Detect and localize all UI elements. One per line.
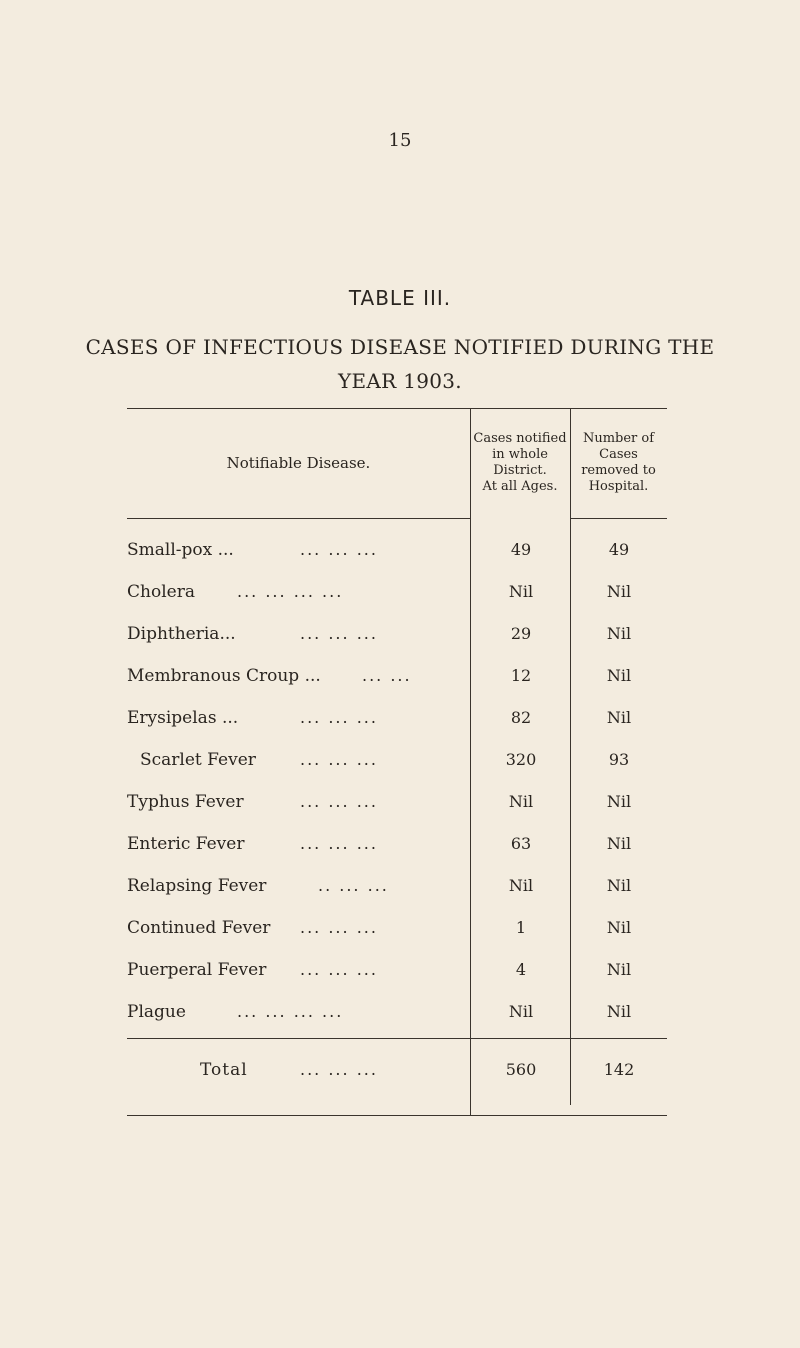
table-row: [0, 708, 800, 738]
cases-notified: Nil: [508, 1002, 534, 1021]
cases-notified: 29: [510, 624, 532, 643]
cases-removed: Nil: [606, 960, 632, 979]
disease-name: Plague: [127, 1002, 186, 1022]
cases-removed: Nil: [606, 666, 632, 685]
cases-removed: Nil: [606, 834, 632, 853]
table-row: [0, 750, 800, 780]
total-removed: 142: [603, 1060, 635, 1079]
notified-header-line: in whole: [492, 447, 548, 462]
disease-name: Cholera: [127, 582, 195, 602]
table-bottom-rule: [127, 1115, 667, 1116]
total-row: [0, 1060, 800, 1090]
removed-column-header: [570, 418, 667, 508]
cases-notified: Nil: [508, 582, 534, 601]
leader-dots: ... ... ...: [300, 834, 378, 853]
disease-name: Scarlet Fever: [140, 750, 256, 770]
removed-header-line: removed to: [581, 463, 656, 478]
leader-dots: ... ... ...: [300, 540, 378, 559]
leader-dots: ... ... ...: [300, 792, 378, 811]
heading-line-2: YEAR 1903.: [338, 369, 462, 393]
removed-header-line: Hospital.: [588, 479, 649, 494]
cases-removed: Nil: [606, 792, 632, 811]
table-row: [0, 960, 800, 990]
cases-notified: 82: [510, 708, 532, 727]
cases-notified: Nil: [508, 876, 534, 895]
disease-name: Puerperal Fever: [127, 960, 267, 980]
leader-dots: ... ... ...: [300, 1060, 378, 1079]
disease-name: Diphtheria...: [127, 624, 236, 644]
notified-header-line: Cases notified: [473, 431, 567, 446]
disease-name: Typhus Fever: [127, 792, 244, 812]
total-label: Total: [200, 1060, 248, 1080]
leader-dots: ... ... ... ...: [237, 1002, 344, 1021]
removed-header-line: Number of: [582, 431, 655, 446]
disease-name: Erysipelas ...: [127, 708, 239, 728]
disease-name: Small-pox ...: [127, 540, 234, 560]
leader-dots: ... ... ...: [300, 960, 378, 979]
table-row: [0, 1002, 800, 1032]
cases-removed: 93: [608, 750, 630, 769]
cases-notified: Nil: [508, 792, 534, 811]
notified-header-line: At all Ages.: [482, 479, 558, 494]
disease-header-text: Notifiable Disease.: [226, 454, 371, 472]
page-number: 15: [388, 130, 412, 151]
header-bottom-rule-right: [570, 518, 667, 519]
cases-notified: 49: [510, 540, 532, 559]
table-row: [0, 624, 800, 654]
cases-notified: 63: [510, 834, 532, 853]
removed-header-line: Cases: [599, 447, 638, 462]
disease-name: Enteric Fever: [127, 834, 245, 854]
cases-removed: Nil: [606, 918, 632, 937]
leader-dots: ... ... ... ...: [237, 582, 344, 601]
table-row: [0, 918, 800, 948]
table-row: [0, 792, 800, 822]
leader-dots: ... ... ...: [300, 708, 378, 727]
leader-dots: ... ... ...: [300, 750, 378, 769]
table-row: [0, 876, 800, 906]
cases-notified: 4: [515, 960, 527, 979]
cases-notified: 1: [515, 918, 527, 937]
leader-dots: ... ... ...: [300, 918, 378, 937]
notified-header-line: District.: [493, 463, 547, 478]
notified-column-header: [470, 418, 570, 508]
cases-removed: Nil: [606, 876, 632, 895]
leader-dots: ... ...: [362, 666, 412, 685]
heading-line-1: CASES OF INFECTIOUS DISEASE NOTIFIED DURING THE: [85, 335, 715, 359]
table-top-rule: [127, 408, 667, 409]
cases-notified: 320: [505, 750, 537, 769]
total-notified: 560: [505, 1060, 537, 1079]
table-row: [0, 666, 800, 696]
disease-name: Membranous Croup ...: [127, 666, 321, 686]
disease-name: Continued Fever: [127, 918, 271, 938]
table-heading: [0, 330, 800, 398]
cases-notified: 12: [510, 666, 532, 685]
table-row: [0, 540, 800, 570]
cases-removed: Nil: [606, 582, 632, 601]
cases-removed: Nil: [606, 624, 632, 643]
table-title: TABLE III.: [348, 286, 452, 310]
table-row: [0, 834, 800, 864]
leader-dots: ... ... ...: [300, 624, 378, 643]
disease-column-header: [127, 418, 470, 508]
cases-removed: 49: [608, 540, 630, 559]
table-row: [0, 582, 800, 612]
total-top-rule: [127, 1038, 667, 1039]
leader-dots: .. ... ...: [318, 876, 389, 895]
disease-name: Relapsing Fever: [127, 876, 267, 896]
header-bottom-rule-left: [127, 518, 470, 519]
cases-removed: Nil: [606, 708, 632, 727]
cases-removed: Nil: [606, 1002, 632, 1021]
